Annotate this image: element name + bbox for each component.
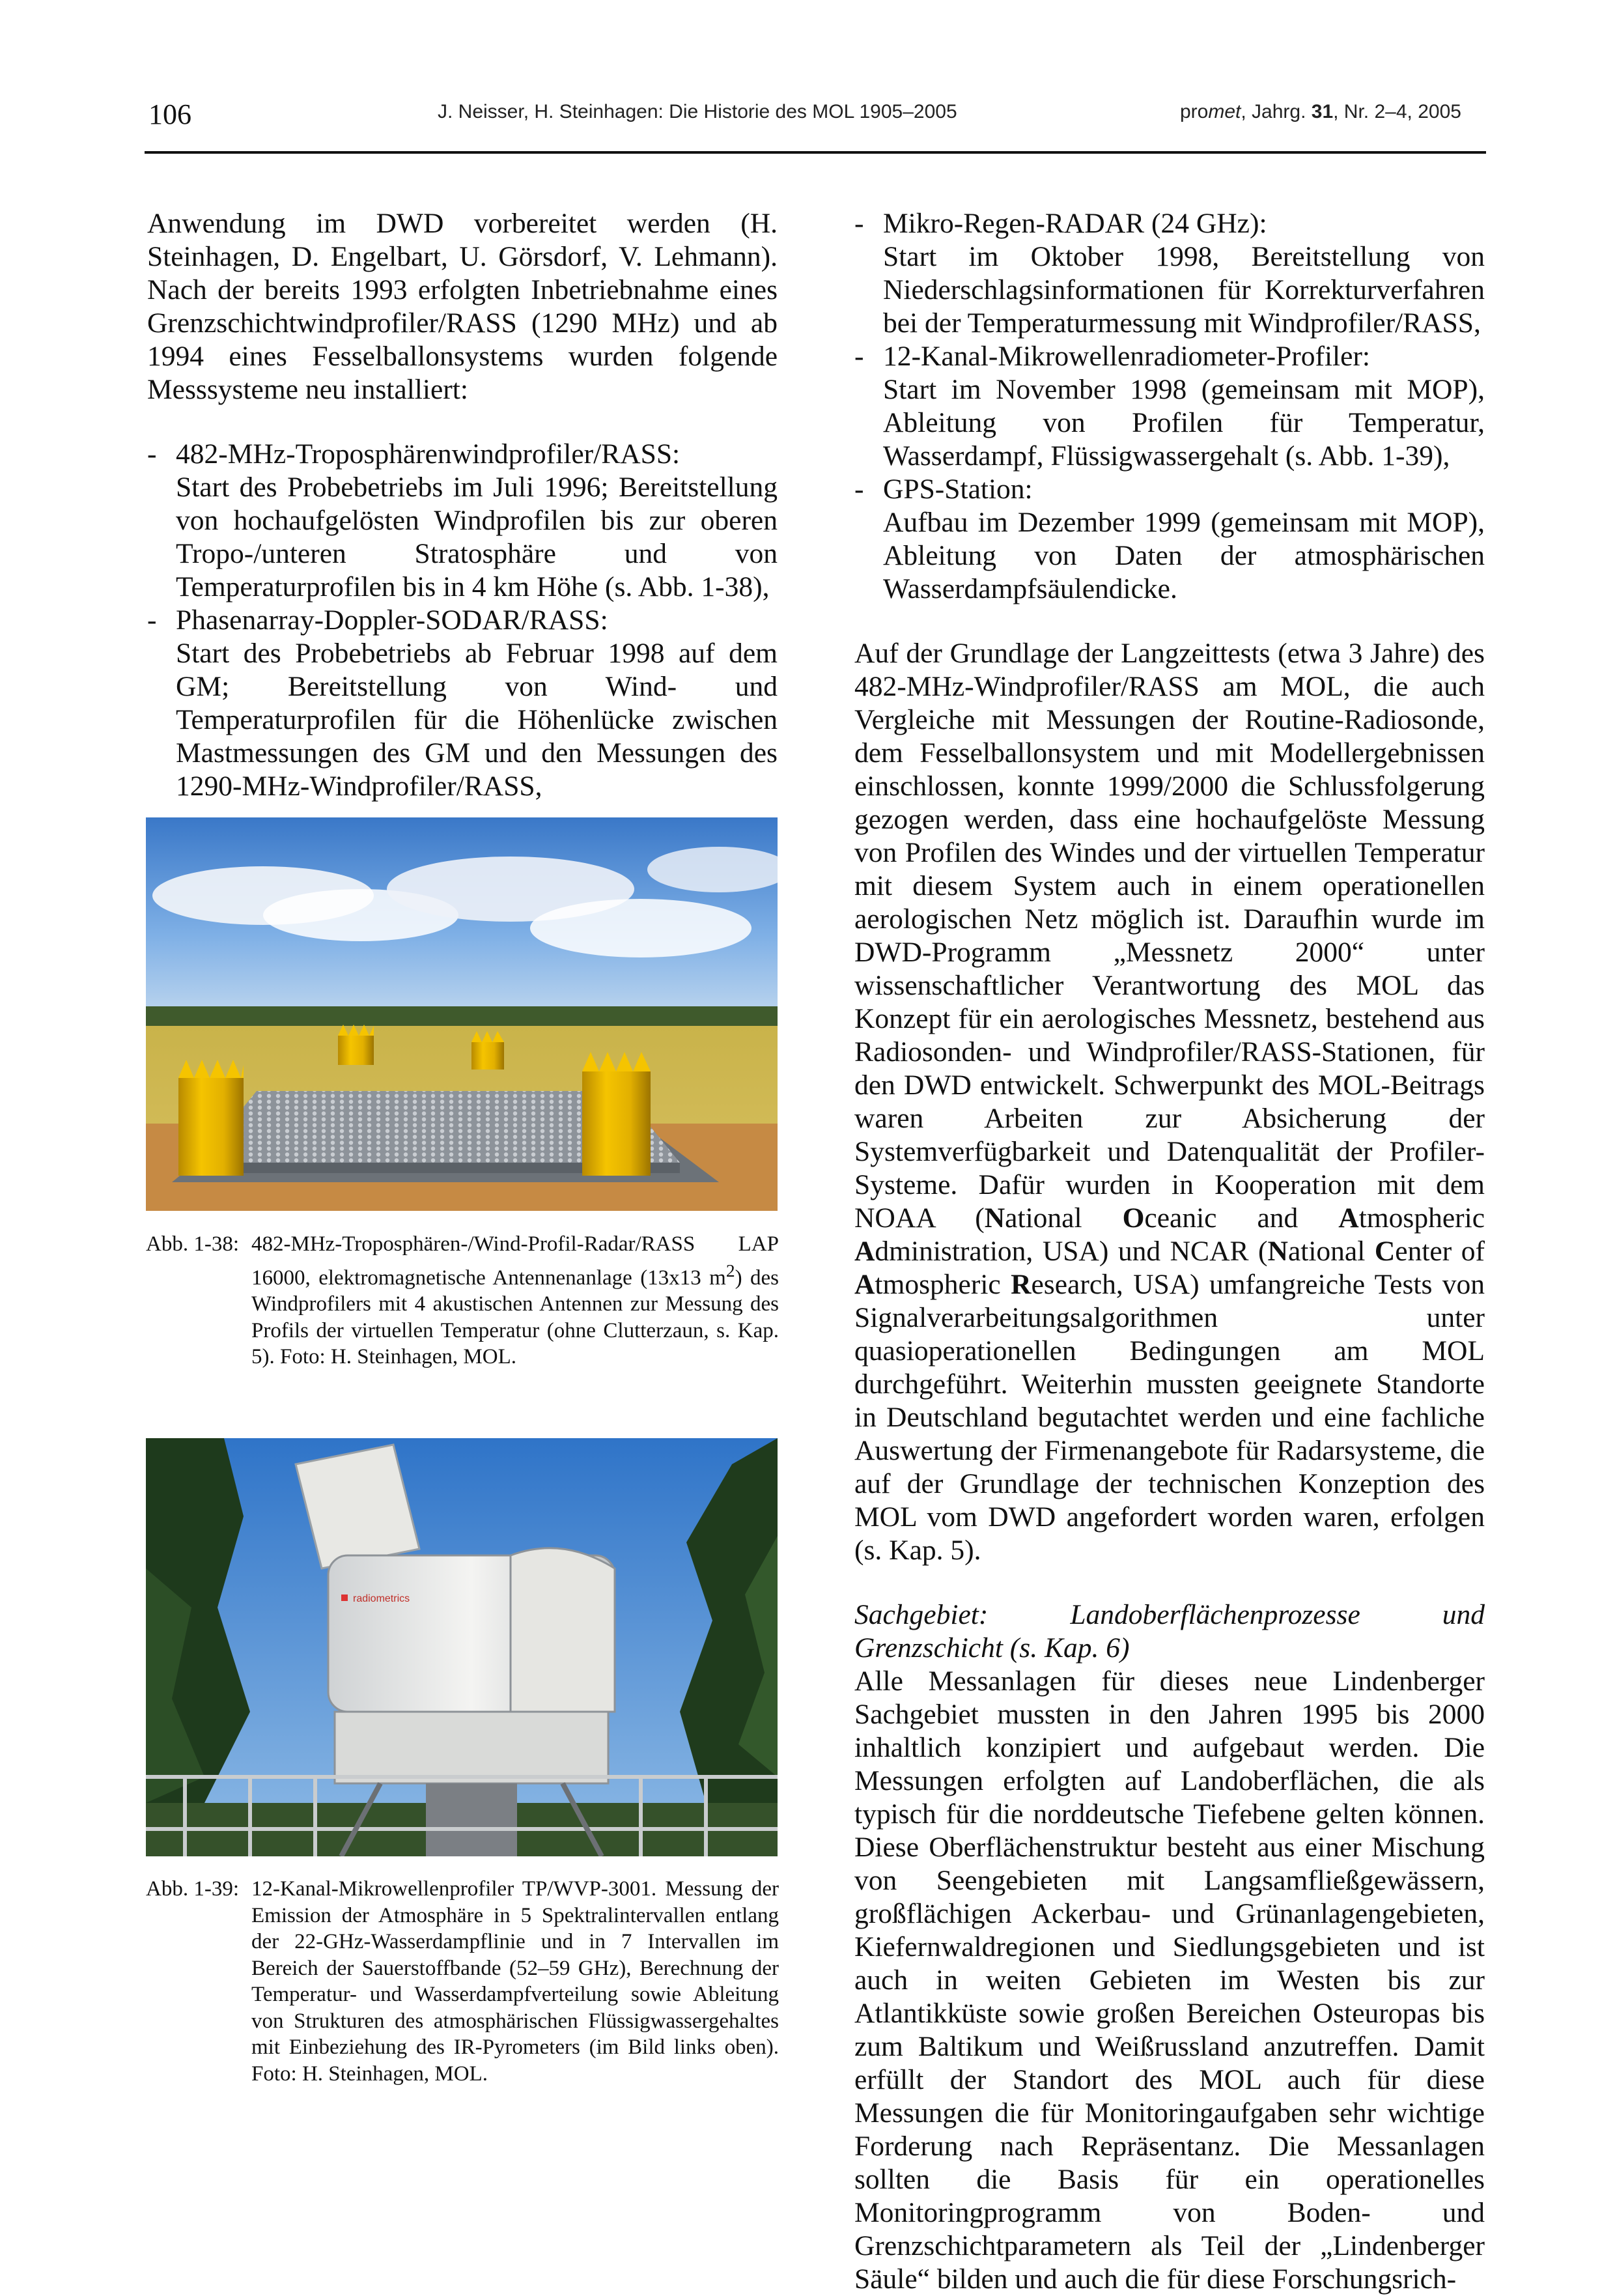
list-item-heading: GPS-Station:: [883, 474, 1033, 505]
list-item-body: Start im November 1998 (gemeinsam mit MOP), Ableitung von Profilen für Temperatur, Wasserdampf, Flüssigwassergehalt (s. Abb. 1-39),: [883, 374, 1485, 472]
paragraph-gap: [147, 406, 778, 438]
figure-caption-text: [251, 1231, 779, 1370]
body-paragraph: Alle Messanlagen für dieses neue Lindenberger Sachgebiet mussten in den Jahren 1995 bis 2000 inhaltlich konzipiert und aufgebaut werden. Die Messungen erfolgten auf Landoberflächen, die als typisch für die norddeutsche Tiefebene gelten können. Diese Oberflächenstruktur besteht aus einer Mischung von Seengebieten mit Langsamfließgewässern, großflächigen Ackerbau- und Grünanlagengebieten, Kiefernwaldregionen und Siedlungsgebieten und ist auch in weiten Gebieten im Westen bis zur Atlantikküste sowie großen Bereichen Osteuropas bis zum Baltikum und Weißrussland anzutreffen. Damit erfüllt der Standort des MOL auch für diese Messungen die für Monitoringaufgaben sehr wichtige Forderung nach Repräsentanz. Die Messanlagen sollten die Basis für ein operationelles Monitoringprogramm von Boden- und Grenzschichtparametern als Teil der „Lindenberger Säule“ bilden und auch die für diese Forschungsrich-: [854, 1665, 1485, 2295]
list-item-body: Start des Probebetriebs im Juli 1996; Bereitstellung von hochaufgelösten Windprofilen bis zur oberen Tropo-/unteren Stratosphäre und von Temperaturprofilen bis in 4 km Höhe (s. Abb. 1-38),: [176, 472, 778, 602]
header-rule: [145, 151, 1486, 154]
figure-caption: [146, 1231, 779, 1370]
journal-volume: 31: [1311, 101, 1334, 122]
journal-name-pre: pro: [1180, 101, 1209, 122]
list-dash: -: [854, 474, 864, 505]
figure-photo-microwave-radiometer: [146, 1438, 778, 1856]
page-number: 106: [148, 98, 191, 130]
figure-label: Abb. 1-39:: [146, 1877, 239, 1901]
journal-reference: [1180, 101, 1461, 123]
right-column: [854, 207, 1485, 2296]
text-run: tmospheric: [1358, 1202, 1485, 1234]
list-item: [854, 207, 1485, 340]
caption-superscript: 2: [725, 1260, 735, 1281]
acronym-letter: A: [854, 1269, 875, 1300]
figure-photo-windprofiler-antenna: [146, 817, 778, 1211]
list-item-body: Start des Probebetriebs ab Februar 1998 auf dem GM; Bereitstellung von Wind- und Temperaturprofilen für die Höhenlücke zwischen Mastmessungen des GM und den Messungen des 1290-MHz-Windprofiler/RASS,: [176, 638, 778, 802]
figure-caption-text: 12-Kanal-Mikrowellenprofiler TP/WVP-3001. Messung der Emission der Atmosphäre in 5 Spektralintervallen entlang der 22-GHz-Wasserdampflinie und in 7 Intervallen im Bereich der Sauerstoffbande (52–59 GHz), Berechnung der Temperatur- und Wasserdampfverteilung sowie Ableitung von Strukturen des atmosphärischen Flüssigwassergehaltes mit Einbeziehung des IR-Pyrometers (im Bild links oben). Foto: H. Steinhagen, MOL.: [251, 1877, 779, 2086]
paragraph-gap: [854, 606, 1485, 637]
text-run: ational: [1005, 1202, 1123, 1234]
list-item: [854, 473, 1485, 606]
text-run: tmospheric: [875, 1269, 1011, 1300]
text-run: ceanic and: [1144, 1202, 1339, 1234]
figure-label: Abb. 1-38:: [146, 1232, 239, 1256]
running-title: J. Neisser, H. Steinhagen: Die Historie des MOL 1905–2005: [438, 101, 957, 122]
acronym-letter: O: [1122, 1202, 1145, 1234]
list-dash: -: [147, 604, 157, 636]
journal-name-italic: met: [1208, 101, 1241, 122]
acronym-letter: C: [1374, 1236, 1396, 1267]
left-column: [147, 207, 778, 803]
acronym-letter: A: [1338, 1202, 1359, 1234]
acronym-letter: A: [854, 1236, 875, 1267]
list-item-heading: 12-Kanal-Mikrowellenradiometer-Profiler:: [883, 341, 1371, 372]
list-item: [147, 604, 778, 803]
list-item-body: Start im Oktober 1998, Bereitstellung von Niederschlagsinformationen für Korrekturverfahren bei der Temperaturmessung mit Windprofiler/RASS,: [883, 241, 1485, 339]
windprofiler-antenna-illustration: [146, 817, 778, 1211]
paragraph-gap: [854, 1567, 1485, 1598]
list-item-body: Aufbau im Dezember 1999 (gemeinsam mit MOP), Ableitung von Daten der atmosphärischen Wasserdampfsäulendicke.: [883, 507, 1485, 604]
list-dash: -: [854, 208, 864, 239]
list-item-heading: Phasenarray-Doppler-SODAR/RASS:: [176, 604, 608, 636]
device-brand-logo: radiometrics: [353, 1593, 410, 1604]
list-item-heading: 482-MHz-Troposphärenwindprofiler/RASS:: [176, 438, 681, 470]
body-paragraph: [854, 637, 1485, 1567]
intro-paragraph: Anwendung im DWD vorbereitet werden (H. Steinhagen, D. Engelbart, U. Görsdorf, V. Lehmann). Nach der bereits 1993 erfolgten Inbetriebnahme eines Grenzschichtwindprofiler/RASS (1290 MHz) und ab 1994 eines Fesselballonsystems wurden folgende Messsysteme neu installiert:: [147, 208, 778, 405]
section-heading: Sachgebiet: Landoberflächenprozesse und Grenzschicht (s. Kap. 6): [854, 1599, 1485, 1664]
text-run: ational: [1287, 1236, 1375, 1267]
journal-issue: , Nr. 2–4, 2005: [1333, 101, 1461, 122]
text-run: enter of: [1395, 1236, 1485, 1267]
acronym-letter: R: [1011, 1269, 1032, 1300]
figure-caption: [146, 1876, 779, 2087]
caption-part: ) des Windprofilers mit 4 akustischen Antennen zur Messung des Profils der virtuellen Temperatur (ohne Clutterzaun, s. Kap. 5). Foto: H. Steinhagen, MOL.: [251, 1266, 779, 1368]
acronym-letter: N: [984, 1202, 1005, 1234]
list-dash: -: [854, 341, 864, 372]
text-run: dministration, USA) und NCAR (: [875, 1236, 1268, 1267]
text-run: Auf der Grundlage der Langzeittests (etwa 3 Jahre) des 482-MHz-Windprofiler/RASS am MOL, die auch Vergleiche mit Messungen der Routine-Radiosonde, dem Fesselballonsystem und mit Modellergebnissen einschlossen, konnte 1999/2000 die Schlussfolgerung gezogen werden, dass eine hochaufgelöste Messung von Profilen des Windes und der virtuellen Temperatur mit diesem System auch in einem operationellen aerologischen Netz möglich ist. Daraufhin wurde im DWD-Programm „Messnetz 2000“ unter wissenschaftlicher Verantwortung des MOL das Konzept für ein aerologisches Messnetz, bestehend aus Radiosonden- und Windprofiler/RASS-Stationen, für den DWD entwickelt. Schwerpunkt des MOL-Beitrags waren Arbeiten zur Absicherung der Systemverfügbarkeit und Datenqualität der Profiler-Systeme. Dafür wurden in Kooperation mit dem NOAA (: [854, 638, 1485, 1234]
microwave-radiometer-illustration: [146, 1438, 778, 1856]
text-run: esearch, USA) umfangreiche Tests von Signalverarbeitungsalgorithmen unter quasioperationellen Bedingungen am MOL durchgeführt. Weiterhin mussten geeignete Standorte in Deutschland begutachtet werden und eine fachliche Auswertung der Firmenangebote für Radarsysteme, die auf der Grundlage der technischen Konzeption des MOL vom DWD angefordert worden waren, erfolgen (s. Kap. 5).: [854, 1269, 1485, 1566]
list-item-heading: Mikro-Regen-RADAR (24 GHz):: [883, 208, 1267, 239]
caption-part: 482-MHz-Troposphären-/Wind-Profil-Radar/RASS LAP 16000, elektromagnetische Antennenanlage (13x13 m: [251, 1232, 779, 1290]
list-item: [147, 438, 778, 604]
journal-jahrg: , Jahrg.: [1241, 101, 1312, 122]
acronym-letter: N: [1267, 1236, 1288, 1267]
list-item: [854, 340, 1485, 473]
list-dash: -: [147, 438, 157, 470]
